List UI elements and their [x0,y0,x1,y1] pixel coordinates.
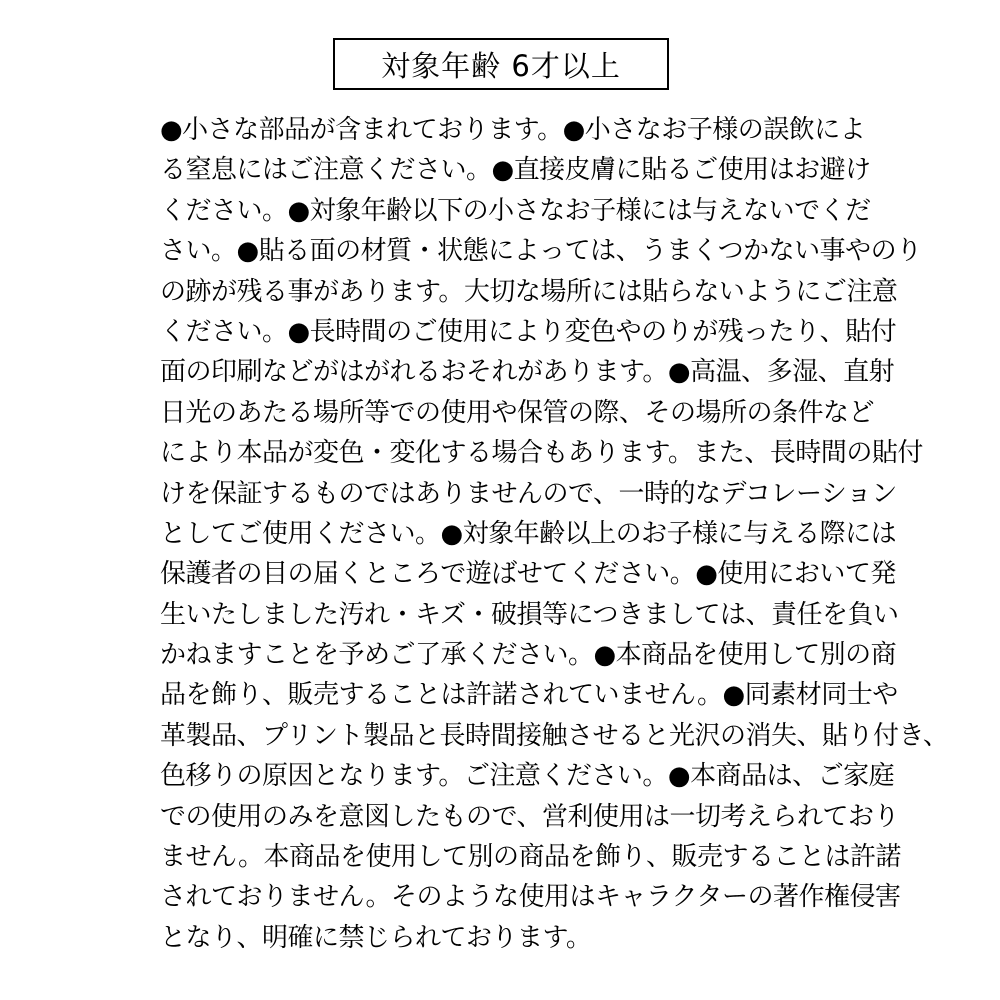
notice-line: る窒息にはご注意ください。●直接皮膚に貼るご使用はお避け [160,155,871,186]
notice-line: により本品が変色・変化する場合もあります。また、長時間の貼付 [160,438,923,469]
notice-line: 保護者の目の届くところで遊ばせてください。●使用において発 [160,559,896,590]
notice-line: 日光のあたる場所等での使用や保管の際、その場所の条件など [160,397,875,428]
caution-notice [160,110,949,958]
notice-line: ●小さな部品が含まれております。●小さなお子様の誤飲によ [160,115,866,145]
notice-line: かねますことを予めご了承ください。●本商品を使用して別の商 [160,640,897,671]
notice-line: での使用のみを意図したもので、営利使用は一切考えられており [160,801,899,832]
notice-line: 色移りの原因となります。ご注意ください。●本商品は、ご家庭 [160,761,895,792]
notice-line: されておりません。そのような使用はキャラクターの著作権侵害 [160,882,901,913]
notice-line: 品を飾り、販売することは許諾されていません。●同素材同士や [160,680,898,711]
notice-line: となり、明確に禁じられております。 [160,922,592,953]
notice-line: 生いたしました汚れ・キズ・破損等につきましては、責任を負い [160,599,899,630]
target-age-label: 対象年齢 6才以上 [333,38,669,90]
notice-line: ください。●対象年齢以下の小さなお子様には与えないでくだ [160,195,871,226]
notice-line: さい。●貼る面の材質・状態によっては、うまくつかない事やのり [160,236,922,267]
notice-line: の跡が残る事があります。大切な場所には貼らないようにご注意 [160,276,898,307]
notice-line: ません。本商品を使用して別の商品を飾り、販売することは許諾 [160,842,902,873]
notice-line: 革製品、プリント製品と長時間接触させると光沢の消失、貼り付き、 [160,720,949,751]
notice-line: ください。●長時間のご使用により変色やのりが残ったり、貼付 [160,316,897,347]
notice-line: としてご使用ください。●対象年齢以上のお子様に与える際には [160,518,897,549]
notice-line: けを保証するものではありませんので、一時的なデコレーション [160,478,897,509]
notice-line: 面の印刷などがはがれるおそれがあります。●高温、多湿、直射 [160,357,895,388]
